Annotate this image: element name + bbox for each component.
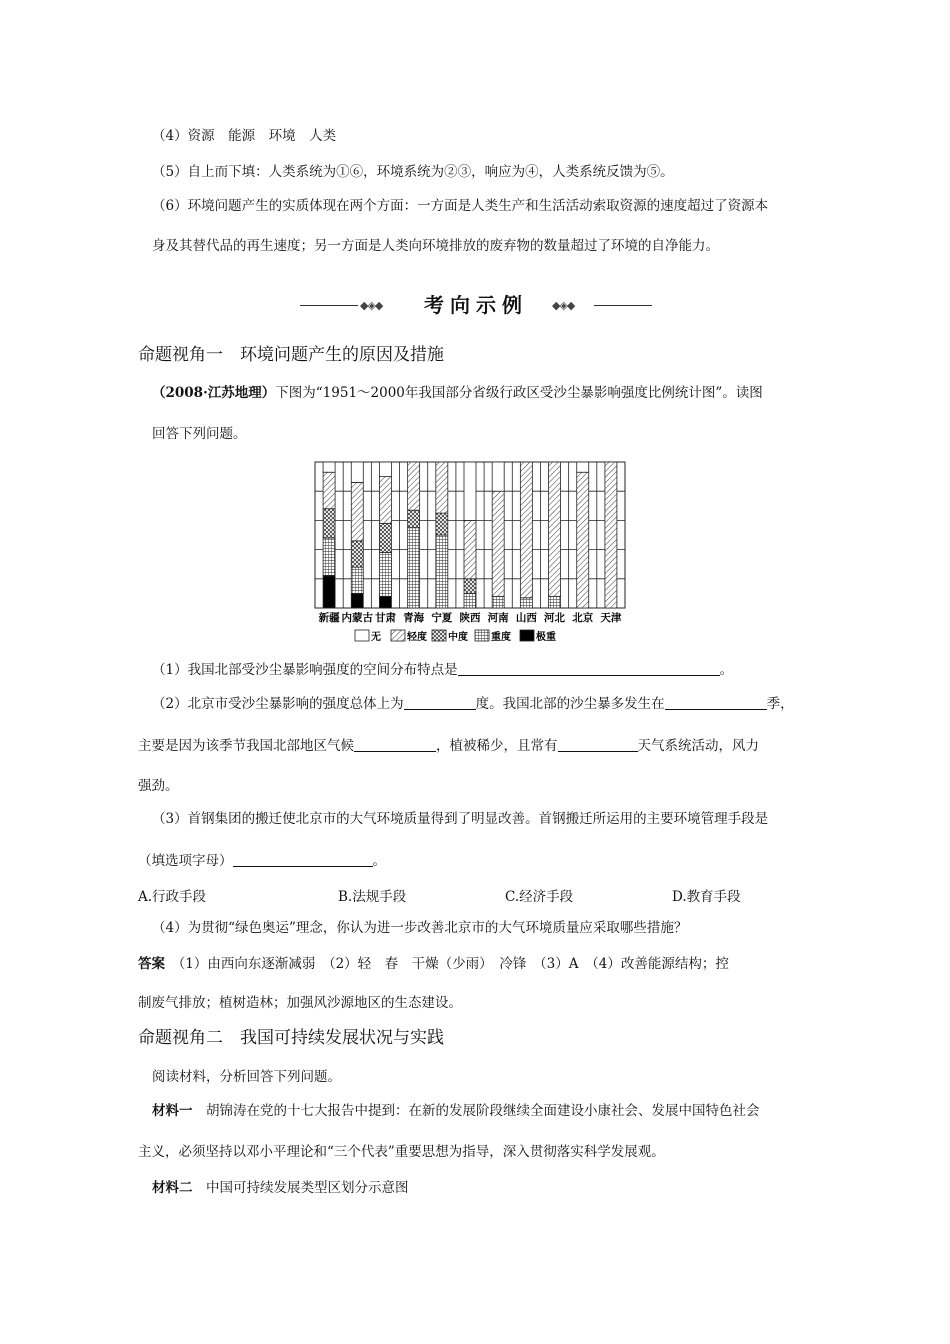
- x-tick-label: 宁夏: [431, 612, 453, 624]
- bar-extreme: [351, 593, 363, 608]
- x-tick-label: 河北: [544, 612, 566, 624]
- material-text: 胡锦涛在党的十七大报告中提到：在新的发展阶段继续全面建设小康社会、发展中国特色社会: [206, 1103, 760, 1119]
- q3-text: （填选项字母）: [138, 853, 233, 869]
- bar-none: [379, 462, 391, 477]
- question-4: （4）为贯彻“绿色奥运”理念，你认为进一步改善北京市的大气环境质量应采取哪些措施？: [152, 920, 688, 936]
- divider: [594, 305, 652, 306]
- bar-light: [605, 462, 617, 608]
- question-1: [152, 660, 733, 680]
- material-label: 材料二: [152, 1180, 193, 1196]
- bar-light: [492, 491, 504, 596]
- q2-text: 度。我国北部的沙尘暴多发生在: [475, 696, 665, 712]
- legend-label: 中度: [448, 632, 468, 643]
- material-1: [152, 1101, 760, 1121]
- banner-title: 考向示例: [424, 293, 528, 317]
- bar-light: [520, 462, 532, 598]
- legend-swatch: [355, 630, 369, 641]
- bar-heavy: [351, 567, 363, 593]
- question-2: [152, 694, 794, 714]
- x-tick-label: 陕西: [459, 612, 481, 624]
- bar-medium: [436, 513, 448, 535]
- answer-blank[interactable]: [354, 737, 436, 752]
- bar-medium: [408, 510, 420, 528]
- bar-medium: [351, 541, 363, 567]
- bar-light: [436, 462, 448, 513]
- ornament-icon: ◆◈◆: [552, 299, 575, 312]
- bar-medium: [464, 579, 476, 594]
- source-tag: （2008·江苏地理）: [152, 385, 276, 401]
- bar-none: [577, 462, 589, 472]
- bar-light: [351, 482, 363, 540]
- text-line: 身及其替代品的再生速度；另一方面是人类向环境排放的废弃物的数量超过了环境的自净能力。: [152, 238, 719, 254]
- option-c: C.经济手段: [505, 889, 574, 905]
- answer-blank[interactable]: [665, 695, 767, 710]
- legend-label: 轻度: [407, 632, 427, 643]
- q1-end: 。: [719, 662, 734, 678]
- question-intro: [152, 383, 763, 403]
- legend-label: 无: [371, 632, 381, 643]
- q2-text: ，植被稀少，且常有: [436, 738, 558, 754]
- x-tick-label: 青海: [403, 612, 425, 624]
- q2-text: 主要是因为该季节我国北部地区气候: [138, 738, 354, 754]
- question-3: （3）首钢集团的搬迁使北京市的大气环境质量得到了明显改善。首钢搬迁所运用的主要环境管理手段是: [152, 811, 769, 827]
- section-banner: [300, 290, 652, 320]
- answer-blank[interactable]: [458, 661, 720, 676]
- bar-heavy: [379, 553, 391, 597]
- text-line: （6）环境问题产生的实质体现在两个方面：一方面是人类生产和生活活动索取资源的速度超过了资源本: [152, 198, 769, 214]
- material-intro: 阅读材料，分析回答下列问题。: [152, 1069, 341, 1085]
- answer-label: 答案: [138, 956, 165, 972]
- ornament-icon: ◆◈◆: [360, 299, 383, 312]
- x-tick-label: 山西: [515, 612, 537, 624]
- bar-medium: [379, 523, 391, 552]
- answer-blank[interactable]: [233, 852, 373, 867]
- q2-text: 天气系统活动，风力: [637, 738, 759, 754]
- section-heading: 命题视角一 环境问题产生的原因及措施: [138, 345, 444, 365]
- bar-none: [323, 462, 335, 472]
- bar-heavy: [323, 538, 335, 576]
- legend-label: 极重: [536, 632, 556, 643]
- bar-heavy: [464, 593, 476, 608]
- x-tick-label: 新疆: [318, 612, 340, 624]
- q1-text: （1）我国北部受沙尘暴影响强度的空间分布特点是: [152, 662, 458, 678]
- material-2: [152, 1178, 409, 1198]
- question-2-end: 强劲。: [138, 778, 179, 794]
- option-b: B.法规手段: [338, 889, 407, 905]
- legend-label: 重度: [491, 632, 511, 643]
- legend-swatch: [520, 630, 534, 641]
- question-3-cont: [138, 851, 386, 871]
- bar-light: [464, 520, 476, 578]
- bar-none: [464, 462, 476, 520]
- bar-none: [351, 462, 363, 482]
- answer-text: （1）由西向东逐渐减弱 （2）轻 春 干燥（少雨） 冷锋 （3）A （4）改善能源结构；控: [178, 956, 729, 972]
- x-tick-label: 甘肃: [374, 612, 396, 624]
- material-label: 材料一: [152, 1103, 193, 1119]
- legend-swatch: [391, 630, 405, 641]
- x-tick-label: 天津: [600, 612, 622, 624]
- x-tick-label: 内蒙古: [341, 612, 374, 624]
- divider: [300, 305, 358, 306]
- q2-text: （2）北京市受沙尘暴影响的强度总体上为: [152, 696, 404, 712]
- intro-text: 下图为“1951～2000年我国部分省级行政区受沙尘暴影响强度比例统计图”。读图: [275, 385, 763, 401]
- material-1-cont: 主义，必须坚持以邓小平理论和“三个代表”重要思想为指导，深入贯彻落实科学发展观。: [138, 1144, 665, 1160]
- answer-blank[interactable]: [558, 737, 638, 752]
- q3-end: 。: [372, 853, 386, 869]
- bar-heavy: [549, 596, 561, 608]
- stacked-bar-chart: [313, 458, 629, 648]
- text-line: （5）自上而下填：人类系统为①⑥，环境系统为②③，响应为④，人类系统反馈为⑤。: [152, 164, 674, 180]
- legend-swatch: [432, 630, 446, 641]
- answer-line: [138, 954, 729, 974]
- bar-light: [323, 472, 335, 509]
- x-tick-label: 河南: [487, 612, 509, 624]
- bar-heavy: [492, 596, 504, 608]
- bar-light: [577, 472, 589, 608]
- option-d: D.教育手段: [672, 889, 741, 905]
- q2-text: 季，: [766, 696, 794, 712]
- bar-light: [549, 462, 561, 596]
- bar-heavy: [436, 535, 448, 608]
- bar-none: [492, 462, 504, 491]
- bar-extreme: [323, 576, 335, 608]
- bar-heavy: [520, 598, 532, 608]
- bar-heavy: [408, 528, 420, 608]
- x-tick-label: 北京: [572, 612, 594, 624]
- bar-light: [408, 462, 420, 510]
- bar-medium: [323, 509, 335, 538]
- legend-swatch: [475, 630, 489, 641]
- option-a: A.行政手段: [138, 889, 207, 905]
- bar-extreme: [379, 596, 391, 608]
- question-intro-2: 回答下列问题。: [152, 426, 247, 442]
- question-2-cont: [138, 736, 759, 756]
- text-line: （4）资源 能源 环境 人类: [152, 128, 337, 144]
- section-heading: 命题视角二 我国可持续发展状况与实践: [138, 1028, 444, 1048]
- bar-light: [379, 477, 391, 524]
- material-text: 中国可持续发展类型区划分示意图: [206, 1180, 409, 1196]
- answer-line-2: 制废气排放；植树造林；加强风沙源地区的生态建设。: [138, 995, 462, 1011]
- answer-blank[interactable]: [404, 695, 476, 710]
